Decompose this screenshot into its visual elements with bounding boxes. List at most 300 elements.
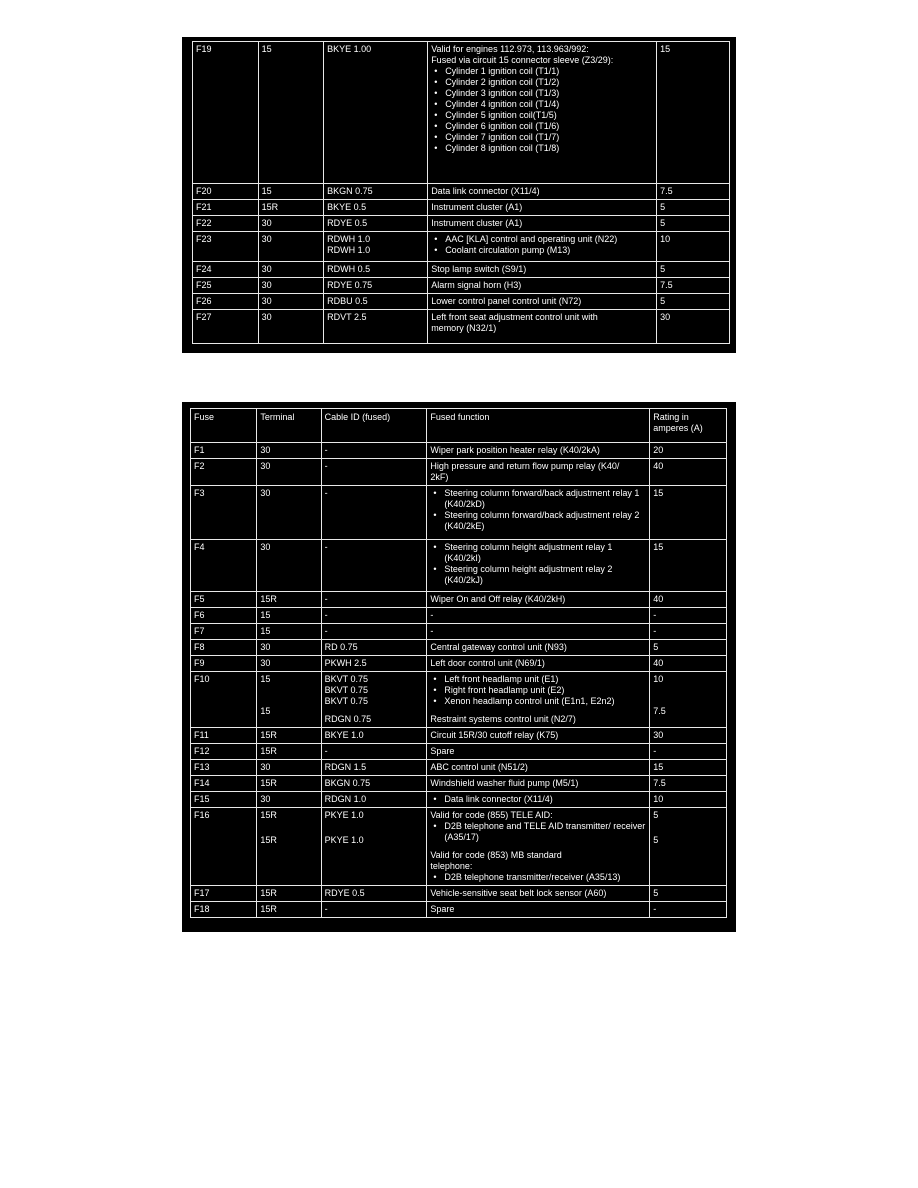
table-row (191, 902, 727, 918)
cable-cell (321, 540, 427, 592)
function-cell (427, 808, 650, 886)
function-text: Circuit 15R/30 cutoff relay (K75) (430, 730, 559, 740)
function-cell (428, 216, 657, 232)
function-text: Left door control unit (N69/1) (430, 658, 545, 668)
cable-value: RDVT 2.5 (327, 312, 367, 322)
rating-cell (650, 656, 727, 672)
terminal-cell (257, 808, 321, 886)
function-text: Vehicle-sensitive seat belt lock sensor (A60) (430, 888, 607, 898)
table-row (191, 776, 727, 792)
function-cell (427, 592, 650, 608)
cable-cell (321, 760, 427, 776)
terminal-value: 15 (261, 186, 272, 196)
rating-value: 5 (653, 810, 659, 820)
function-cell (427, 486, 650, 540)
function-text: Stop lamp switch (S9/1) (431, 264, 527, 274)
bullet-list (430, 821, 646, 843)
fuse-cell: F3 (191, 486, 257, 540)
terminal-cell (258, 200, 324, 216)
fuse-table-scan-1 (182, 37, 736, 353)
bullet-item: • Cylinder 8 ignition coil (T1/8) (445, 143, 653, 154)
function-text: Lower control panel control unit (N72) (431, 296, 582, 306)
function-cell (427, 776, 650, 792)
terminal-value: 15 (260, 706, 271, 716)
function-text: telephone: (430, 861, 473, 871)
rating-value: 15 (653, 762, 664, 772)
terminal-cell (257, 443, 321, 459)
terminal-value: 15R (260, 730, 277, 740)
cable-value: RDWH 0.5 (327, 264, 371, 274)
cable-cell (324, 184, 428, 200)
rating-value: - (653, 746, 657, 756)
function-text: Wiper park position heater relay (K40/2kA) (430, 445, 600, 455)
bullet-item: • Cylinder 6 ignition coil (T1/6) (445, 121, 653, 132)
cable-value: PKYE 1.0 (324, 835, 364, 845)
rating-value: 7.5 (660, 186, 673, 196)
bullet-item: • Cylinder 7 ignition coil (T1/7) (445, 132, 653, 143)
header-rating-line: Rating in (653, 412, 689, 422)
fuse-cell: F25 (193, 278, 259, 294)
fuse-table-1 (192, 41, 730, 344)
cable-cell (321, 486, 427, 540)
terminal-cell (258, 184, 324, 200)
cable-value: RDGN 1.5 (324, 762, 367, 772)
terminal-value: 15 (260, 674, 271, 684)
terminal-cell (257, 608, 321, 624)
terminal-value: 15 (261, 44, 272, 54)
cable-cell (324, 216, 428, 232)
table-row (191, 808, 727, 886)
table-row (191, 886, 727, 902)
rating-cell (650, 792, 727, 808)
line-gap (260, 828, 317, 835)
header-terminal: Terminal (257, 409, 321, 443)
bullet-list (430, 872, 646, 883)
function-text: Left front seat adjustment control unit with (431, 312, 598, 322)
function-cell (428, 262, 657, 278)
terminal-cell (257, 728, 321, 744)
fuse-table-2-body (191, 443, 727, 918)
fuse-cell: F26 (193, 294, 259, 310)
function-text: Valid for code (855) TELE AID: (430, 810, 553, 820)
function-cell (427, 792, 650, 808)
cable-cell (324, 232, 428, 262)
bullet-list (430, 794, 646, 805)
rating-cell (650, 443, 727, 459)
cable-cell (321, 902, 427, 918)
cable-value: PKYE 1.0 (324, 810, 364, 820)
cable-value: BKYE 1.0 (324, 730, 364, 740)
cable-value: RDBU 0.5 (327, 296, 368, 306)
function-text: memory (N32/1) (431, 323, 497, 333)
terminal-value: 30 (260, 794, 271, 804)
table-row (193, 278, 730, 294)
rating-value: 5 (653, 835, 659, 845)
function-text: Fused via circuit 15 connector sleeve (Z3/29): (431, 55, 614, 65)
function-cell (427, 672, 650, 728)
header-cable-id: Cable ID (fused) (321, 409, 427, 443)
cable-value: BKGN 0.75 (327, 186, 373, 196)
cable-value: BKVT 0.75 (324, 696, 368, 706)
rating-value: 10 (653, 794, 664, 804)
table-row (191, 486, 727, 540)
terminal-cell (258, 294, 324, 310)
terminal-value: 30 (261, 264, 272, 274)
cable-cell (321, 443, 427, 459)
bullet-item: • Cylinder 1 ignition coil (T1/1) (445, 66, 653, 77)
terminal-value: 30 (260, 461, 271, 471)
cable-cell (321, 459, 427, 486)
line-gap (653, 821, 723, 828)
rating-cell (657, 42, 730, 184)
cable-cell (321, 886, 427, 902)
cable-value: - (324, 746, 328, 756)
rating-value: - (653, 626, 657, 636)
function-cell (427, 902, 650, 918)
cable-value: - (324, 461, 328, 471)
terminal-value: 15R (260, 810, 277, 820)
cable-cell (321, 792, 427, 808)
rating-cell (657, 232, 730, 262)
bullet-item: • Cylinder 3 ignition coil (T1/3) (445, 88, 653, 99)
terminal-value: 30 (261, 280, 272, 290)
bullet-item: • AAC [KLA] control and operating unit (N22) (445, 234, 653, 245)
cable-value: BKVT 0.75 (324, 674, 368, 684)
rating-cell (650, 760, 727, 776)
function-text: Spare (430, 746, 455, 756)
line-gap (260, 685, 317, 692)
table-row (191, 672, 727, 728)
line-gap (325, 828, 424, 835)
terminal-cell (257, 776, 321, 792)
terminal-cell (257, 760, 321, 776)
terminal-value: 15R (260, 904, 277, 914)
table-row (191, 459, 727, 486)
cable-cell (324, 200, 428, 216)
rating-cell (650, 744, 727, 760)
fuse-table-1-body (193, 42, 730, 344)
fuse-cell: F16 (191, 808, 257, 886)
function-cell (428, 310, 657, 344)
function-cell (427, 744, 650, 760)
rating-cell (650, 486, 727, 540)
fuse-cell: F17 (191, 886, 257, 902)
cable-value: RDWH 1.0 (327, 245, 371, 255)
cable-value: - (324, 904, 328, 914)
header-fuse: Fuse (191, 409, 257, 443)
line-gap (260, 699, 317, 706)
table-row (193, 216, 730, 232)
fuse-cell: F7 (191, 624, 257, 640)
bullet-item: • D2B telephone transmitter/receiver (A35/13) (444, 872, 646, 883)
line-gap (260, 821, 317, 828)
function-text: Spare (430, 904, 455, 914)
bullet-list (430, 488, 646, 532)
cable-value: - (324, 542, 328, 552)
bullet-item: • Left front headlamp unit (E1) (444, 674, 646, 685)
rating-value: 5 (653, 888, 659, 898)
terminal-cell (258, 278, 324, 294)
bullet-list (430, 542, 646, 586)
bullet-item: • Steering column height adjustment relay 1 (K40/2kI) (444, 542, 646, 564)
table-row (193, 262, 730, 278)
function-cell (428, 278, 657, 294)
rating-cell (650, 459, 727, 486)
rating-value: 15 (653, 488, 664, 498)
fuse-cell: F18 (191, 902, 257, 918)
fuse-cell: F21 (193, 200, 259, 216)
cable-cell (324, 42, 428, 184)
cable-value: RDYE 0.75 (327, 280, 373, 290)
cable-cell (324, 294, 428, 310)
terminal-cell (258, 232, 324, 262)
terminal-cell (258, 262, 324, 278)
terminal-value: 30 (260, 658, 271, 668)
fuse-cell: F6 (191, 608, 257, 624)
function-cell (427, 760, 650, 776)
terminal-value: 30 (260, 762, 271, 772)
function-cell (428, 232, 657, 262)
function-text: Instrument cluster (A1) (431, 202, 523, 212)
rating-cell (657, 200, 730, 216)
line-gap (325, 707, 424, 714)
cable-value: RDYE 0.5 (324, 888, 365, 898)
rating-cell (657, 294, 730, 310)
terminal-value: 15R (260, 835, 277, 845)
header-fused-function: Fused function (427, 409, 650, 443)
cable-value: BKVT 0.75 (324, 685, 368, 695)
function-text: Central gateway control unit (N93) (430, 642, 567, 652)
terminal-value: 15R (260, 888, 277, 898)
cable-cell (321, 624, 427, 640)
fuse-table-scan-2 (182, 402, 736, 932)
terminal-value: 15R (260, 594, 277, 604)
bullet-item: • Cylinder 4 ignition coil (T1/4) (445, 99, 653, 110)
cable-cell (321, 672, 427, 728)
cable-value: BKYE 0.5 (327, 202, 367, 212)
fuse-table-2 (190, 408, 727, 918)
rating-cell (657, 278, 730, 294)
terminal-cell (257, 540, 321, 592)
function-cell (427, 443, 650, 459)
terminal-cell (257, 744, 321, 760)
function-text: Instrument cluster (A1) (431, 218, 523, 228)
terminal-cell (257, 640, 321, 656)
cable-cell (321, 776, 427, 792)
rating-value: 30 (660, 312, 671, 322)
function-cell (427, 886, 650, 902)
terminal-cell (257, 792, 321, 808)
function-text: 2kF) (430, 472, 449, 482)
line-gap (430, 843, 646, 850)
rating-cell (650, 728, 727, 744)
rating-value: 30 (653, 730, 664, 740)
cable-value: RD 0.75 (324, 642, 358, 652)
rating-cell (657, 262, 730, 278)
line-gap (653, 685, 723, 692)
fuse-cell: F2 (191, 459, 257, 486)
rating-cell (650, 808, 727, 886)
function-text: - (430, 610, 434, 620)
table-row (191, 792, 727, 808)
terminal-cell (257, 624, 321, 640)
table-row (191, 592, 727, 608)
fuse-cell: F24 (193, 262, 259, 278)
table-row (191, 608, 727, 624)
fuse-cell: F12 (191, 744, 257, 760)
rating-cell (650, 886, 727, 902)
cable-value: RDWH 1.0 (327, 234, 371, 244)
bullet-list (430, 674, 646, 707)
table-row (191, 624, 727, 640)
rating-value: 15 (660, 44, 671, 54)
function-text: - (430, 626, 434, 636)
function-cell (428, 294, 657, 310)
bullet-item: • Cylinder 2 ignition coil (T1/2) (445, 77, 653, 88)
fuse-cell: F14 (191, 776, 257, 792)
fuse-cell: F15 (191, 792, 257, 808)
table-row (191, 728, 727, 744)
fuse-cell: F10 (191, 672, 257, 728)
terminal-value: 30 (261, 312, 272, 322)
bullet-item: • Cylinder 5 ignition coil(T1/5) (445, 110, 653, 121)
table-row (193, 310, 730, 344)
function-cell (427, 656, 650, 672)
table-row (191, 443, 727, 459)
function-cell (427, 640, 650, 656)
cable-cell (321, 808, 427, 886)
terminal-cell (257, 486, 321, 540)
terminal-value: 30 (260, 642, 271, 652)
bullet-item: • Steering column forward/back adjustment relay 1 (K40/2kD) (444, 488, 646, 510)
line-gap (325, 821, 424, 828)
bullet-list (431, 66, 653, 154)
table-row (193, 200, 730, 216)
fuse-cell: F27 (193, 310, 259, 344)
rating-cell (650, 902, 727, 918)
table-row (193, 294, 730, 310)
function-cell (427, 728, 650, 744)
terminal-cell (257, 902, 321, 918)
fuse-cell: F1 (191, 443, 257, 459)
header-rating-line: amperes (A) (653, 423, 703, 433)
fuse-cell: F4 (191, 540, 257, 592)
cable-cell (321, 592, 427, 608)
terminal-value: 15R (260, 778, 277, 788)
cable-value: - (324, 488, 328, 498)
terminal-cell (257, 886, 321, 902)
terminal-cell (257, 459, 321, 486)
rating-value: 7.5 (653, 778, 666, 788)
rating-value: 5 (660, 264, 666, 274)
terminal-value: 30 (260, 488, 271, 498)
rating-cell (650, 624, 727, 640)
fuse-cell: F13 (191, 760, 257, 776)
bullet-item: • Steering column height adjustment relay 2 (K40/2kJ) (444, 564, 646, 586)
table-row (191, 656, 727, 672)
rating-cell (650, 592, 727, 608)
rating-cell (657, 184, 730, 200)
terminal-value: 15 (260, 626, 271, 636)
table-row (193, 42, 730, 184)
cable-cell (321, 640, 427, 656)
rating-value: 40 (653, 594, 664, 604)
fuse-cell: F20 (193, 184, 259, 200)
cable-cell (324, 262, 428, 278)
line-gap (260, 692, 317, 699)
rating-cell (650, 608, 727, 624)
bullet-item: • D2B telephone and TELE AID transmitter/ receiver (A35/17) (444, 821, 646, 843)
terminal-cell (258, 216, 324, 232)
function-cell (427, 459, 650, 486)
terminal-value: 30 (261, 218, 272, 228)
terminal-value: 30 (260, 445, 271, 455)
rating-cell (650, 672, 727, 728)
rating-value: 5 (660, 202, 666, 212)
function-text: Data link connector (X11/4) (431, 186, 540, 196)
terminal-value: 15R (260, 746, 277, 756)
terminal-value: 30 (260, 542, 271, 552)
table-row (193, 232, 730, 262)
function-text: High pressure and return flow pump relay (K40/ (430, 461, 620, 471)
rating-cell (650, 540, 727, 592)
rating-cell (657, 310, 730, 344)
cable-value: PKWH 2.5 (324, 658, 367, 668)
cable-cell (321, 608, 427, 624)
rating-value: 7.5 (660, 280, 673, 290)
bullet-item: • Steering column forward/back adjustment relay 2 (K40/2kE) (444, 510, 646, 532)
function-cell (428, 200, 657, 216)
cable-value: BKYE 1.00 (327, 44, 372, 54)
bullet-item: • Right front headlamp unit (E2) (444, 685, 646, 696)
function-text: Alarm signal horn (H3) (431, 280, 522, 290)
fuse-cell: F19 (193, 42, 259, 184)
cable-value: - (324, 594, 328, 604)
terminal-value: 15 (260, 610, 271, 620)
terminal-cell (257, 592, 321, 608)
rating-cell (650, 640, 727, 656)
cable-cell (321, 656, 427, 672)
table-row (191, 760, 727, 776)
header-rating (650, 409, 727, 443)
function-text: Windshield washer fluid pump (M5/1) (430, 778, 579, 788)
cable-value: RDGN 0.75 (324, 714, 372, 724)
cable-value: BKGN 0.75 (324, 778, 371, 788)
rating-value: 10 (653, 674, 664, 684)
rating-value: 15 (653, 542, 664, 552)
line-gap (653, 828, 723, 835)
function-cell (428, 184, 657, 200)
function-text: Valid for code (853) MB standard (430, 850, 562, 860)
terminal-cell (258, 310, 324, 344)
table-row (191, 540, 727, 592)
terminal-value: 30 (261, 234, 272, 244)
terminal-value: 15R (261, 202, 279, 212)
rating-cell (657, 216, 730, 232)
line-gap (430, 707, 646, 714)
cable-cell (324, 278, 428, 294)
function-text: ABC control unit (N51/2) (430, 762, 528, 772)
fuse-cell: F11 (191, 728, 257, 744)
rating-value: - (653, 610, 657, 620)
function-cell (427, 624, 650, 640)
table-row (191, 744, 727, 760)
cable-value: - (324, 626, 328, 636)
rating-value: 40 (653, 461, 664, 471)
line-gap (653, 692, 723, 699)
cable-cell (321, 744, 427, 760)
fuse-cell: F22 (193, 216, 259, 232)
